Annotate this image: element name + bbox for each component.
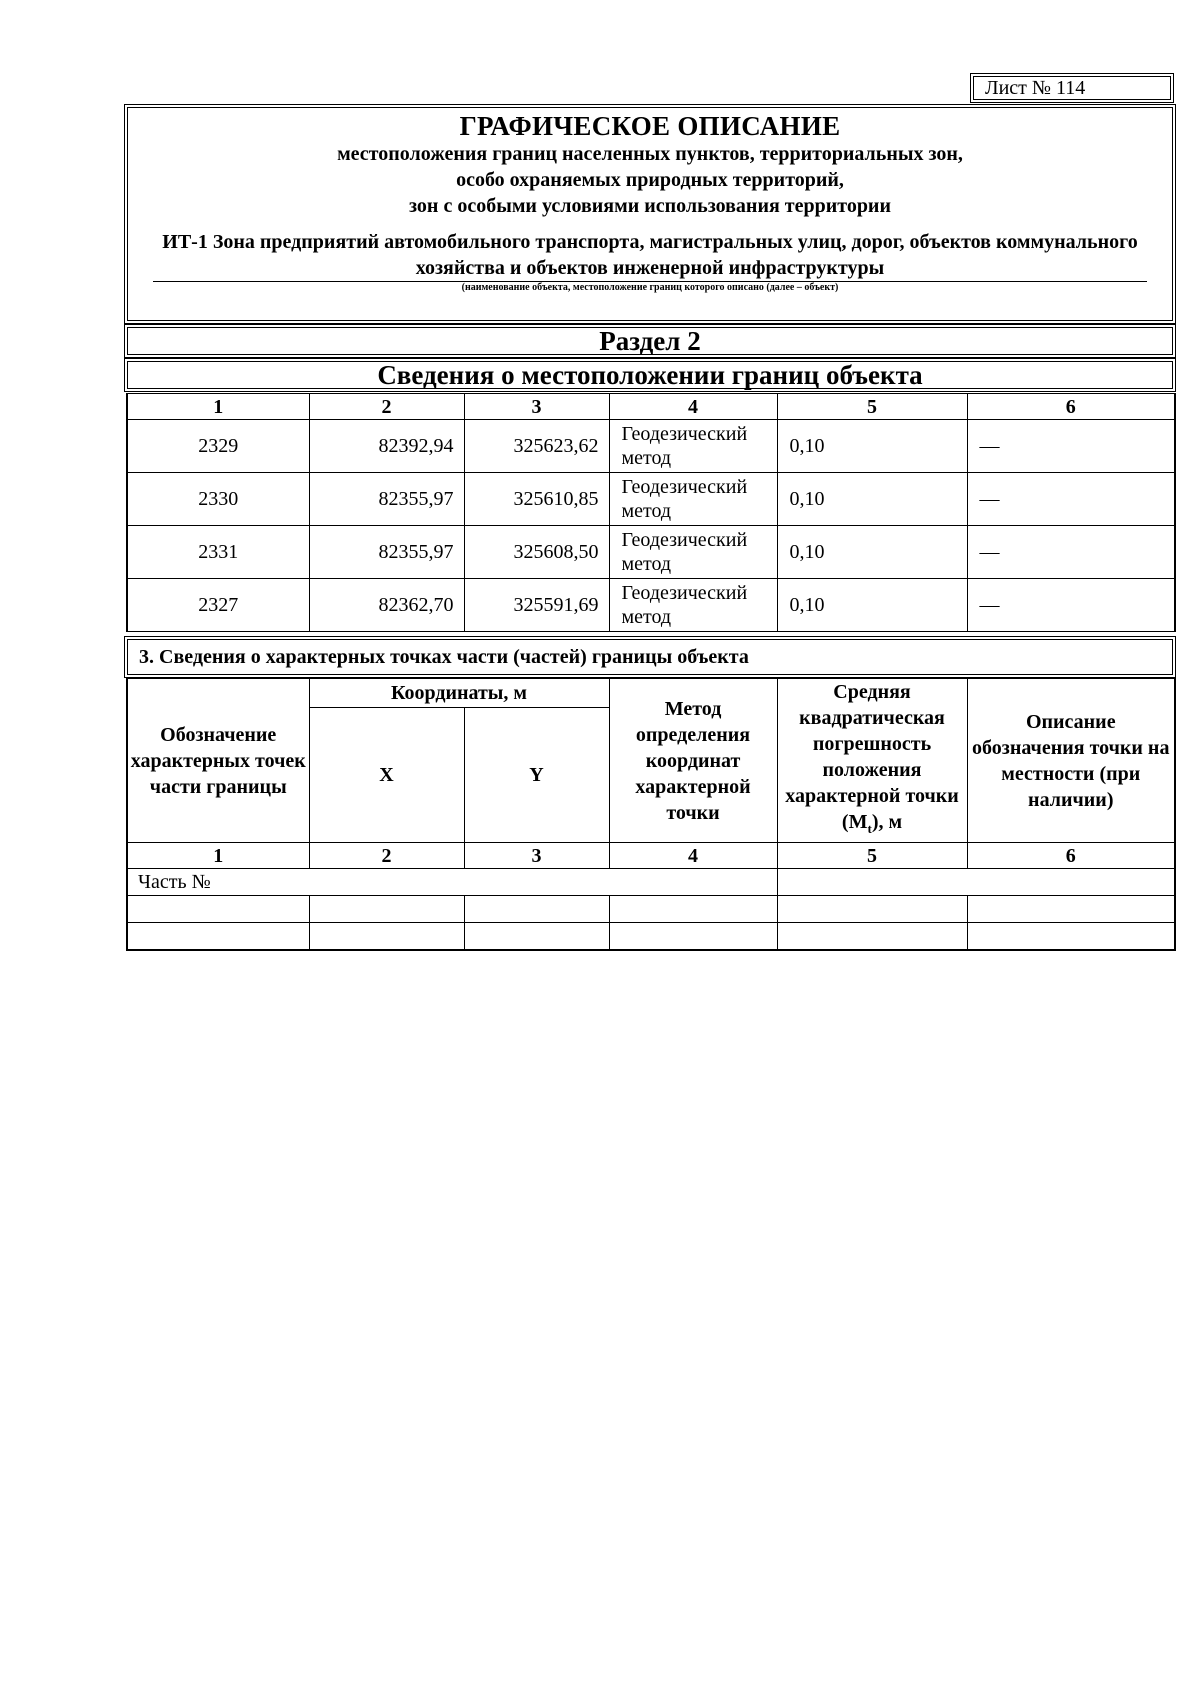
col-number-4: 4 [609, 394, 777, 420]
point-description: — [967, 473, 1175, 526]
document-header [124, 104, 1176, 324]
point-method: Геодезический метод [609, 579, 777, 632]
point-id: 2329 [127, 420, 309, 473]
subtitle-line-1: местоположения границ населенных пунктов, территориальных зон, [337, 143, 963, 165]
point-method: Геодезический метод [609, 526, 777, 579]
header-error-text: Средняя квадратическая погрешность положения характерной точки (M [785, 681, 959, 833]
point-method: Геодезический метод [609, 420, 777, 473]
col-number-3: 3 [464, 394, 609, 420]
column-number-row [127, 843, 1175, 869]
table-row [127, 579, 1175, 632]
header-x: X [309, 708, 464, 843]
empty-cell [609, 923, 777, 951]
empty-cell [777, 896, 967, 923]
empty-cell [309, 923, 464, 951]
section-subtitle: Сведения о местоположении границ объекта [124, 358, 1176, 392]
point-x: 82362,70 [309, 579, 464, 632]
document-title: ГРАФИЧЕСКОЕ ОПИСАНИЕ [459, 111, 841, 141]
subtitle-line-2: особо охраняемых природных территорий, [456, 169, 844, 191]
part-number-value [777, 869, 1175, 896]
empty-cell [464, 896, 609, 923]
section-3-title: 3. Сведения о характерных точках части (частей) границы объекта [124, 636, 1176, 678]
sheet-number: Лист № 114 [970, 73, 1174, 103]
empty-cell [127, 923, 309, 951]
empty-cell [609, 896, 777, 923]
point-error: 0,10 [777, 420, 967, 473]
point-description: — [967, 420, 1175, 473]
col-number-2: 2 [309, 843, 464, 869]
part-number-label: Часть № [127, 869, 777, 896]
object-note: (наименование объекта, местоположение границ которого описано (далее – объект) [461, 282, 839, 293]
point-y: 325591,69 [464, 579, 609, 632]
point-id: 2331 [127, 526, 309, 579]
part-points-table [126, 678, 1176, 951]
empty-cell [777, 923, 967, 951]
empty-cell [127, 896, 309, 923]
section-title: Раздел 2 [124, 324, 1176, 358]
point-x: 82355,97 [309, 473, 464, 526]
col-number-6: 6 [967, 843, 1175, 869]
col-number-5: 5 [777, 394, 967, 420]
point-method: Геодезический метод [609, 473, 777, 526]
point-y: 325623,62 [464, 420, 609, 473]
column-number-row [127, 394, 1175, 420]
object-name: ИТ-1 Зона предприятий автомобильного транспорта, магистральных улиц, дорог, объектов коммунального хозяйства и объектов инженерной инфраструктуры [162, 231, 1138, 279]
point-y: 325610,85 [464, 473, 609, 526]
empty-cell [309, 896, 464, 923]
point-id: 2330 [127, 473, 309, 526]
table-row [127, 923, 1175, 951]
col-number-5: 5 [777, 843, 967, 869]
point-error: 0,10 [777, 526, 967, 579]
header-coordinates: Координаты, м [309, 679, 609, 708]
point-description: — [967, 579, 1175, 632]
points-table [126, 393, 1176, 632]
point-description: — [967, 526, 1175, 579]
table-row [127, 420, 1175, 473]
header-method: Метод определения координат характерной точки [609, 679, 777, 843]
col-number-1: 1 [127, 394, 309, 420]
point-y: 325608,50 [464, 526, 609, 579]
col-number-3: 3 [464, 843, 609, 869]
header-error-subscript: t [867, 821, 872, 836]
empty-cell [967, 896, 1175, 923]
point-error: 0,10 [777, 579, 967, 632]
col-number-1: 1 [127, 843, 309, 869]
point-id: 2327 [127, 579, 309, 632]
header-error-tail: ), м [871, 811, 903, 833]
header-error [777, 679, 967, 843]
header-description: Описание обозначения точки на местности (при наличии) [967, 679, 1175, 843]
col-number-2: 2 [309, 394, 464, 420]
point-x: 82392,94 [309, 420, 464, 473]
header-y: Y [464, 708, 609, 843]
col-number-4: 4 [609, 843, 777, 869]
empty-cell [464, 923, 609, 951]
header-designation: Обозначение характерных точек части границы [127, 679, 309, 843]
col-number-6: 6 [967, 394, 1175, 420]
table-row [127, 896, 1175, 923]
table-row [127, 473, 1175, 526]
part-row [127, 869, 1175, 896]
point-error: 0,10 [777, 473, 967, 526]
table-row [127, 526, 1175, 579]
point-x: 82355,97 [309, 526, 464, 579]
empty-cell [967, 923, 1175, 951]
subtitle-line-3: зон с особыми условиями использования территории [409, 195, 891, 217]
